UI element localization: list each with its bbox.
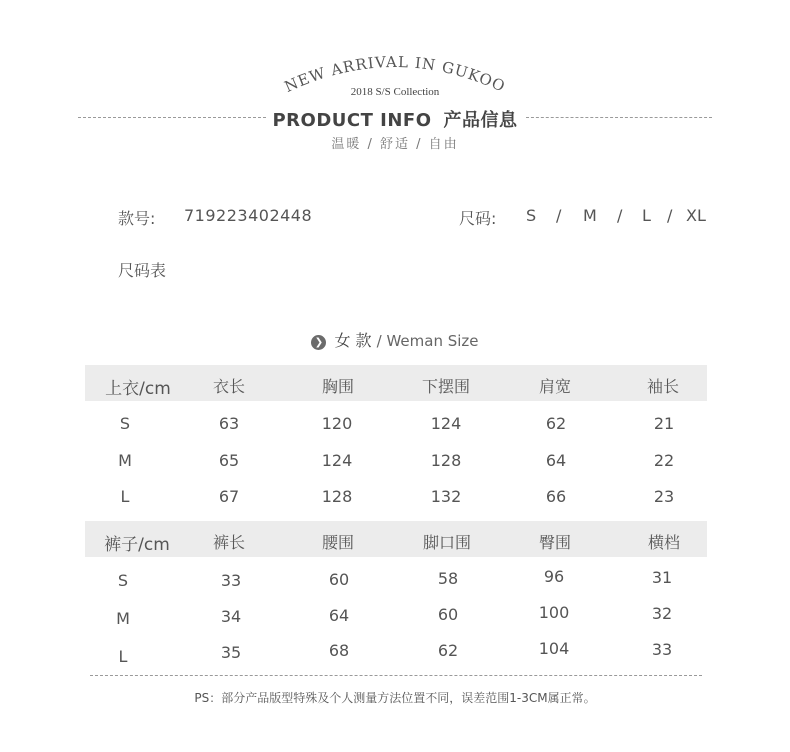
size-option-m: M	[583, 206, 597, 225]
table-cell: 32	[651, 604, 673, 623]
size-option-s: S	[526, 206, 537, 225]
table-header-cell: 下摆围	[421, 377, 470, 396]
svg-text:NEW ARRIVAL IN GUKOO: NEW ARRIVAL IN GUKOO	[281, 52, 509, 96]
collection-label: 2018 S/S Collection	[350, 86, 440, 98]
table-cell: 128	[430, 451, 462, 470]
table-cell: S	[117, 571, 129, 590]
table-cell: 33	[220, 571, 242, 590]
table-cell: 67	[218, 487, 240, 506]
table-header-cell: 脚口围	[422, 533, 471, 552]
table-cell: L	[118, 647, 128, 666]
table-cell: 33	[651, 640, 673, 659]
table-cell: 96	[543, 567, 565, 586]
style-number-label: 款号:	[118, 209, 156, 228]
table-header-cell: 裤长	[212, 533, 245, 552]
footnote: PS：部分产品版型特殊及个人测量方法位置不同，误差范围1-3CM属正常。	[194, 691, 596, 705]
table-cell: 64	[328, 606, 350, 625]
page-title	[0, 106, 790, 132]
dashed-divider-bottom	[90, 675, 702, 676]
table-cell: 23	[653, 487, 675, 506]
table-cell: S	[119, 414, 131, 433]
chevron-right-icon: ❯	[311, 335, 326, 350]
table-cell: 128	[321, 487, 353, 506]
section-title-en: / Weman Size	[376, 332, 479, 350]
table-header-cell: 袖长	[646, 377, 679, 396]
table-cell: 35	[220, 643, 242, 662]
table-cell: M	[118, 451, 132, 470]
table-cell: 64	[545, 451, 567, 470]
table-cell: 120	[321, 414, 353, 433]
table-cell: L	[120, 487, 130, 506]
size-option-l: L	[642, 206, 651, 225]
table-cell: 58	[437, 569, 459, 588]
table-cell: 65	[218, 451, 240, 470]
title-row	[0, 104, 790, 130]
table-cell: 31	[651, 568, 673, 587]
table-header-cell: 衣长	[212, 377, 245, 396]
table-header-cell: 胸围	[321, 377, 354, 396]
size-option-xl: XL	[686, 206, 706, 225]
table-header-cell: 上衣/cm	[105, 379, 171, 399]
table-header-cell: 肩宽	[538, 377, 571, 396]
table-cell: 132	[430, 487, 462, 506]
table-header-cell: 腰围	[321, 533, 354, 552]
style-number-value: 719223402448	[184, 206, 313, 225]
size-separator: /	[617, 206, 623, 225]
table-cell: 100	[538, 603, 570, 622]
table-header-cell: 横档	[647, 533, 680, 552]
table-cell: 63	[218, 414, 240, 433]
size-separator: /	[667, 206, 673, 225]
size-separator: /	[556, 206, 562, 225]
subtitle: 温暖 / 舒适 / 自由	[331, 137, 459, 152]
table-cell: 62	[545, 414, 567, 433]
table-header-cell: 裤子/cm	[104, 535, 170, 555]
section-title-cn: 女 款	[334, 331, 372, 350]
table-cell: M	[116, 609, 130, 628]
table-cell: 124	[321, 451, 353, 470]
table-cell: 124	[430, 414, 462, 433]
size-label: 尺码:	[459, 209, 497, 228]
table-cell: 22	[653, 451, 675, 470]
table-cell: 68	[328, 641, 350, 660]
table-cell: 104	[538, 639, 570, 658]
section-title	[0, 328, 790, 351]
table-cell: 34	[220, 607, 242, 626]
size-chart-label: 尺码表	[118, 261, 167, 280]
table-cell: 66	[545, 487, 567, 506]
title-cn: 产品信息	[443, 110, 518, 131]
table-cell: 62	[437, 641, 459, 660]
table-cell: 60	[328, 570, 350, 589]
table-cell: 21	[653, 414, 675, 433]
title-en: PRODUCT INFO	[272, 110, 432, 131]
table-cell: 60	[437, 605, 459, 624]
table-header-cell: 臀围	[538, 533, 571, 552]
